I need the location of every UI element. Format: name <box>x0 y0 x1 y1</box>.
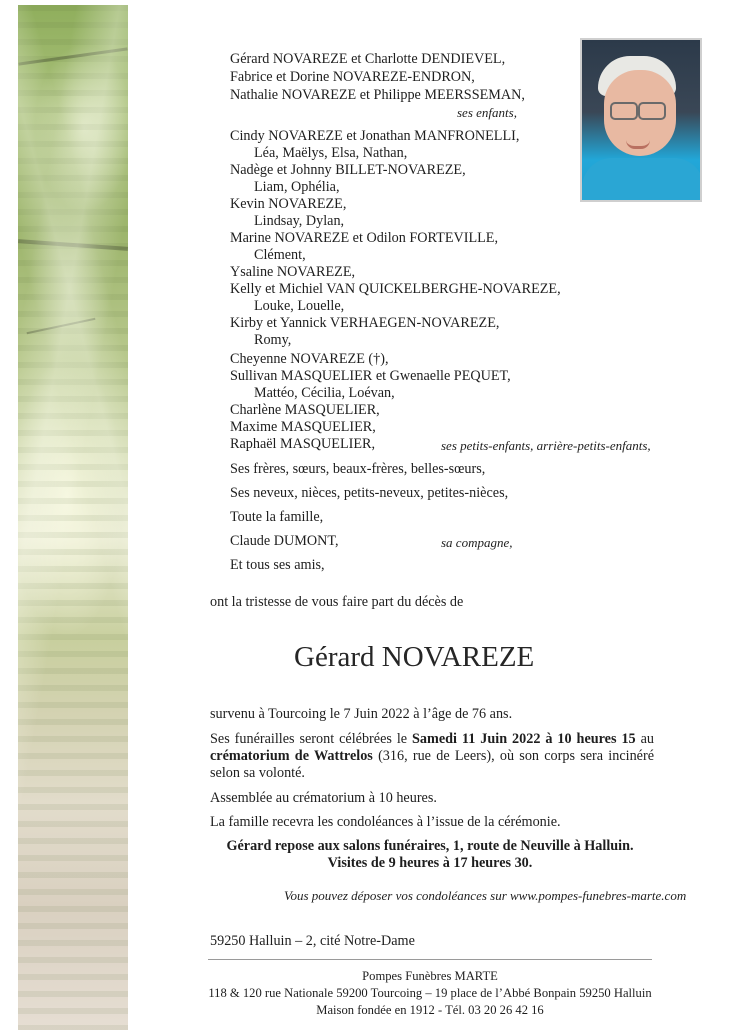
condolences-details: La famille recevra les condoléances à l’issue de la cérémonie. <box>210 814 561 830</box>
family-line: Clément, <box>254 247 306 263</box>
family-address: 59250 Halluin – 2, cité Notre-Dame <box>210 933 415 949</box>
family-line: Romy, <box>254 332 292 348</box>
family-line: Toute la famille, <box>230 509 324 525</box>
family-line: Ses frères, sœurs, beaux-frères, belles-sœurs, <box>230 461 486 477</box>
family-line: Kirby et Yannick VERHAEGEN-NOVAREZE, <box>230 315 500 331</box>
announcement: ont la tristesse de vous faire part du décès de <box>210 594 464 610</box>
forest-photo-strip <box>18 5 128 1030</box>
rest-place: Gérard repose aux salons funéraires, 1, route de Neuville à Halluin. Visites de 9 heures à 17 heures 30. <box>226 838 634 871</box>
family-line: Nathalie NOVAREZE et Philippe MEERSSEMAN, <box>230 87 525 103</box>
family-line: Lindsay, Dylan, <box>254 213 345 229</box>
family-line: Claude DUMONT, <box>230 533 339 549</box>
family-line: Nadège et Johnny BILLET-NOVAREZE, <box>230 162 466 178</box>
assembly-details: Assemblée au crématorium à 10 heures. <box>210 790 437 806</box>
footer-company: Pompes Funèbres MARTE <box>362 969 498 983</box>
family-line: Maxime MASQUELIER, <box>230 419 376 435</box>
family-line: Kelly et Michiel VAN QUICKELBERGHE-NOVAREZE, <box>230 281 561 297</box>
family-line: Kevin NOVAREZE, <box>230 196 347 212</box>
death-details: survenu à Tourcoing le 7 Juin 2022 à l’âge de 76 ans. <box>210 706 513 722</box>
family-line: Sullivan MASQUELIER et Gwenaelle PEQUET, <box>230 368 511 384</box>
footer-founded: Maison fondée en 1912 - Tél. 03 20 26 42 16 <box>316 1003 544 1017</box>
online-condolences: Vous pouvez déposer vos condoléances sur www.pompes-funebres-marte.com <box>284 888 687 903</box>
family-line: Louke, Louelle, <box>254 298 345 314</box>
footer-addresses: 118 & 120 rue Nationale 59200 Tourcoing – 19 place de l’Abbé Bonpain 59250 Halluin <box>208 986 652 1000</box>
family-line: Ysaline NOVAREZE, <box>230 264 356 280</box>
family-line: Marine NOVAREZE et Odilon FORTEVILLE, <box>230 230 499 246</box>
deceased-name: Gérard NOVAREZE <box>294 641 535 673</box>
family-line: Charlène MASQUELIER, <box>230 402 380 418</box>
portrait-photo <box>580 38 702 202</box>
children-label: ses enfants, <box>457 105 517 120</box>
family-line: Léa, Maëlys, Elsa, Nathan, <box>254 145 408 161</box>
family-line: Ses neveux, nièces, petits-neveux, petites-nièces, <box>230 485 509 501</box>
grandchildren-label: ses petits-enfants, arrière-petits-enfants, <box>441 438 651 453</box>
funeral-details: Ses funérailles seront célébrées le Samedi 11 Juin 2022 à 10 heures 15 au crématorium de Wattrelos (316, rue de Leers), où son corps sera incinéré selon sa volonté. <box>210 731 654 781</box>
family-line: Liam, Ophélia, <box>254 179 340 195</box>
family-line: Et tous ses amis, <box>230 557 325 573</box>
family-line: Raphaël MASQUELIER, <box>230 436 376 452</box>
family-line: Mattéo, Cécilia, Loévan, <box>254 385 395 401</box>
family-line: Fabrice et Dorine NOVAREZE-ENDRON, <box>230 69 475 85</box>
partner-label: sa compagne, <box>441 535 513 550</box>
family-line: Gérard NOVAREZE et Charlotte DENDIEVEL, <box>230 51 506 67</box>
footer-divider <box>208 959 652 960</box>
family-line: Cheyenne NOVAREZE (†), <box>230 351 389 367</box>
family-line: Cindy NOVAREZE et Jonathan MANFRONELLI, <box>230 128 520 144</box>
